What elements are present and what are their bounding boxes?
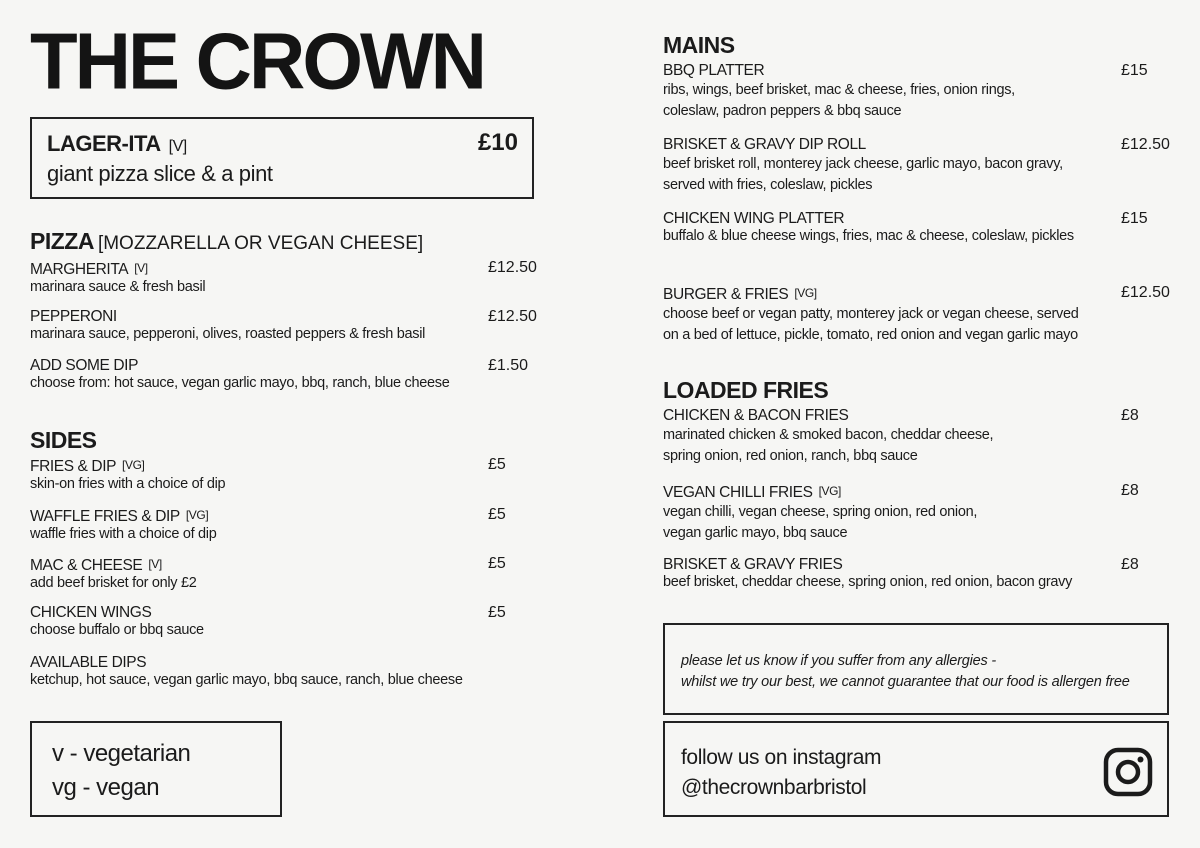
promo-description: giant pizza slice & a pint — [47, 161, 273, 186]
item-price: £12.50 — [488, 259, 537, 276]
menu-item-pepperoni — [30, 308, 425, 343]
allergy-line: please let us know if you suffer from any allergies - — [681, 653, 996, 669]
item-name: WAFFLE FRIES & DIP — [30, 508, 180, 525]
menu-item-chicken-wings — [30, 604, 204, 639]
restaurant-title: THE CROWN — [30, 16, 484, 106]
instagram-icon — [1103, 747, 1153, 797]
menu-item-bbq-platter — [663, 62, 1015, 122]
promo-box — [30, 117, 534, 199]
item-description: on a bed of lettuce, pickle, tomato, red onion and vegan garlic mayo — [663, 327, 1078, 343]
item-tag: [VG] — [185, 508, 209, 522]
section-pizza-title: PIZZA — [30, 228, 94, 254]
item-description: buffalo & blue cheese wings, fries, mac & cheese, coleslaw, pickles — [663, 228, 1074, 244]
item-description: add beef brisket for only £2 — [30, 575, 197, 591]
menu-item-waffle-fries-dip — [30, 506, 217, 543]
section-sides-heading: SIDES — [30, 427, 97, 453]
instagram-handle: @thecrownbarbristol — [681, 776, 867, 799]
item-name: MARGHERITA — [30, 261, 129, 278]
item-name: BRISKET & GRAVY DIP ROLL — [663, 136, 866, 153]
item-price: £8 — [1121, 556, 1139, 573]
item-tag: [VG] — [818, 484, 841, 498]
item-tag: [VG] — [794, 286, 817, 300]
promo-tag: [V] — [168, 138, 187, 155]
item-name: FRIES & DIP — [30, 458, 117, 475]
item-description: vegan chilli, vegan cheese, spring onion, red onion, — [663, 504, 978, 520]
item-name: AVAILABLE DIPS — [30, 654, 147, 671]
instagram-box — [663, 721, 1169, 817]
item-description: waffle fries with a choice of dip — [30, 526, 217, 542]
menu-item-fries-dip — [30, 456, 225, 493]
item-name: CHICKEN WINGS — [30, 604, 152, 621]
promo-price: £10 — [477, 129, 518, 156]
item-name: BURGER & FRIES — [663, 286, 789, 303]
menu-item-brisket-gravy-fries — [663, 556, 1072, 591]
menu-item-vegan-chilli-fries — [663, 482, 977, 544]
legend-vegetarian: v - vegetarian — [52, 740, 191, 767]
item-description: beef brisket, cheddar cheese, spring onion, red onion, bacon gravy — [663, 574, 1073, 590]
section-mains-heading: MAINS — [663, 32, 735, 58]
item-name: ADD SOME DIP — [30, 357, 139, 374]
item-description: coleslaw, padron peppers & bbq sauce — [663, 103, 902, 119]
item-description: choose buffalo or bbq sauce — [30, 622, 204, 638]
menu-item-brisket-gravy-dip-roll — [663, 136, 1063, 196]
item-tag: [V] — [148, 557, 162, 571]
item-description: ketchup, hot sauce, vegan garlic mayo, bbq sauce, ranch, blue cheese — [30, 672, 463, 688]
item-price: £12.50 — [1121, 284, 1170, 301]
item-price: £15 — [1121, 210, 1148, 227]
item-tag: [V] — [134, 261, 148, 275]
item-price: £12.50 — [1121, 136, 1170, 153]
item-price: £8 — [1121, 407, 1139, 424]
item-description: ribs, wings, beef brisket, mac & cheese, fries, onion rings, — [663, 82, 1015, 98]
item-name: PEPPERONI — [30, 308, 117, 325]
item-description: vegan garlic mayo, bbq sauce — [663, 525, 848, 541]
item-price: £1.50 — [488, 357, 529, 374]
section-pizza-heading — [30, 228, 423, 255]
item-description: marinara sauce, pepperoni, olives, roasted peppers & fresh basil — [30, 326, 426, 342]
menu-item-mac-cheese — [30, 555, 197, 592]
menu-item-add-some-dip — [30, 357, 449, 392]
item-price: £15 — [1121, 62, 1148, 79]
item-name: CHICKEN & BACON FRIES — [663, 407, 849, 424]
instagram-text: follow us on instagram — [681, 746, 882, 769]
item-name: CHICKEN WING PLATTER — [663, 210, 845, 227]
item-price: £12.50 — [488, 308, 537, 325]
allergy-line: whilst we try our best, we cannot guarantee that our food is allergen free — [681, 674, 1130, 690]
item-name: BRISKET & GRAVY FRIES — [663, 556, 843, 573]
item-tag: [VG] — [122, 458, 145, 472]
promo-name — [47, 131, 187, 157]
item-price: £5 — [488, 555, 506, 572]
item-description: served with fries, coleslaw, pickles — [663, 177, 873, 193]
item-description: skin-on fries with a choice of dip — [30, 476, 226, 492]
menu-item-available-dips — [30, 654, 463, 689]
item-description: choose from: hot sauce, vegan garlic mayo, bbq, ranch, blue cheese — [30, 375, 450, 391]
section-loaded-fries-heading: LOADED FRIES — [663, 377, 829, 403]
item-price: £8 — [1121, 482, 1139, 499]
item-description: marinated chicken & smoked bacon, cheddar cheese, — [663, 427, 994, 443]
item-description: beef brisket roll, monterey jack cheese, garlic mayo, bacon gravy, — [663, 156, 1063, 172]
item-price: £5 — [488, 604, 506, 621]
legend-vegan: vg - vegan — [52, 774, 160, 801]
menu-item-burger-fries — [663, 284, 1079, 346]
item-name: BBQ PLATTER — [663, 62, 765, 79]
item-price: £5 — [488, 456, 506, 473]
menu-item-chicken-wing-platter — [663, 210, 1074, 245]
promo-name-text: LAGER-ITA — [47, 131, 161, 156]
section-pizza-note: [MOZZARELLA OR VEGAN CHEESE] — [97, 233, 424, 254]
item-name: MAC & CHEESE — [30, 557, 143, 574]
dietary-legend — [30, 721, 282, 817]
item-name: VEGAN CHILLI FRIES — [663, 484, 813, 501]
menu-item-chicken-bacon-fries — [663, 407, 993, 467]
menu-item-margherita — [30, 259, 205, 296]
item-price: £5 — [488, 506, 506, 523]
allergy-notice — [663, 623, 1169, 715]
item-description: choose beef or vegan patty, monterey jack or vegan cheese, served — [663, 306, 1079, 322]
item-description: spring onion, red onion, ranch, bbq sauce — [663, 448, 918, 464]
item-description: marinara sauce & fresh basil — [30, 279, 206, 295]
